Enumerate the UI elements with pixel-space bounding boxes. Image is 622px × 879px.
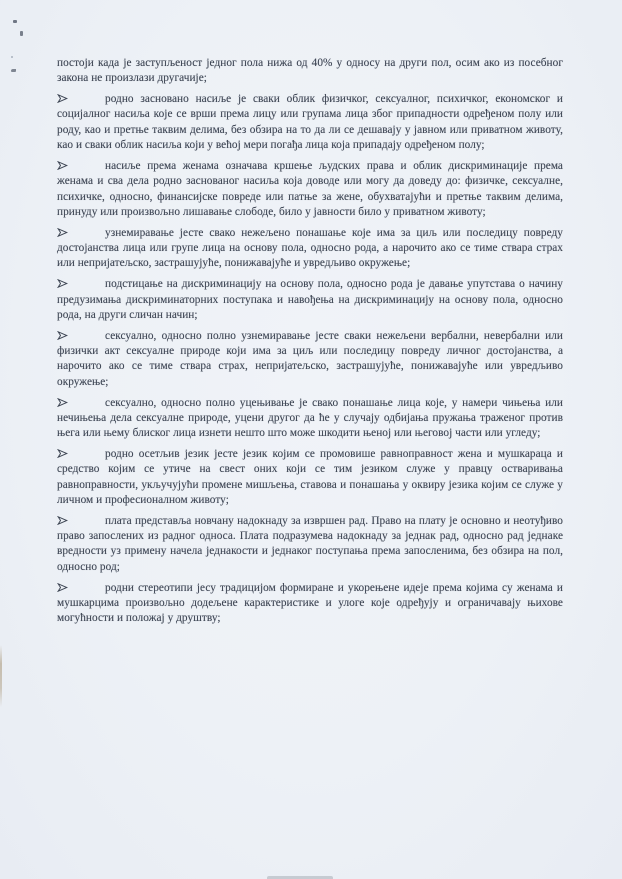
arrow-bullet-icon [57, 226, 105, 241]
paragraph-text: родно засновано насиље је сваки облик физичког, сексуалног, психичког, економског и социјалног насиља које се врши према лицу или групама лица због припадности одређеном полу или роду, као и претње таквим делима, без обзира на то да ли се дешавају у јавном или приватном животу, као и сваки облик насиља који у већој мери погађа лица која припадају одређеном полу; [57, 93, 563, 152]
scan-speckle [13, 20, 17, 23]
paragraph [57, 514, 563, 575]
paragraph-text: насиље према женама означава кршење људских права и облик дискриминације према женама и сва дела родно заснованог насиља која доводе или могу да доведу до: физичке, сексуалне, психичке, односно, финансијске повреде или патње за жене, обухватајући и претње таквим делима, принуду или произвољно лишавање слободе, било у јавности било у приватном животу; [57, 159, 563, 218]
paragraph [57, 329, 563, 390]
arrow-bullet-icon [57, 277, 105, 292]
paragraph-text: родно осетљив језик јесте језик којим се промовише равноправност жена и мушкараца и средство којим се утиче на свест оних који се тим језиком служе у правцу остваривања равноправности, укључујући промене мишљења, ставова и понашања у оквиру језика којим се служе у личном и професионалном животу; [57, 447, 563, 506]
page-edge-artifact [0, 645, 2, 707]
arrow-bullet-icon [57, 92, 105, 107]
arrow-bullet-icon [57, 396, 105, 411]
paragraph-text: плата представља новчану надокнаду за извршен рад. Право на плату је основно и неотуђиво право запослених из радног односа. Плата подразумева надокнаду за једнак рад, односно рад једнаке вредности уз примену начела једнакости и једнаког поступања према запосленима, без обзира на пол, односно род; [57, 514, 563, 573]
arrow-bullet-icon [57, 447, 105, 462]
arrow-bullet-icon [57, 581, 105, 596]
arrow-bullet-icon [57, 329, 105, 344]
paragraph-text: сексуално, односно полно узнемиравање јесте сваки нежељени вербални, невербални или физички акт сексуалне природе који има за циљ или последицу повреду личног достојанства, а нарочито ако се тиме ствара страх, непријатељско, застрашујуће, понижавајуће или увредљиво окружење; [57, 329, 563, 388]
scan-speckle [20, 31, 23, 36]
paragraph [57, 581, 563, 627]
paragraph-text: постоји када је заступљеност једног пола нижа од 40% у односу на други пол, осим ако из посебног закона не произлази другачије; [57, 57, 563, 85]
paragraph [57, 396, 563, 442]
paragraph-text: подстицање на дискриминацију на основу пола, односно рода је давање упутстава о начину предузимања дискриминаторних поступака и навођења на дискриминацију на основу пола, односно рода, на други сличан начин; [57, 278, 563, 321]
scan-speckle [11, 56, 13, 58]
arrow-bullet-icon [57, 514, 105, 529]
text-block [57, 56, 563, 632]
paragraph [57, 277, 563, 323]
paragraph [57, 92, 563, 153]
paragraph-text: узнемиравање јесте свако нежељено понашање које има за циљ или последицу повреду достојанства лица или групе лица на основу пола, односно рода, а нарочито ако се тиме ствара страх или непријатељско, застрашујуће, понижавајуће и увредљиво окружење; [57, 226, 563, 270]
paragraph [57, 226, 563, 272]
arrow-bullet-icon [57, 159, 105, 174]
paragraph-continuation [57, 56, 563, 87]
scan-speckle [11, 69, 16, 72]
paragraph [57, 159, 563, 220]
paragraph [57, 447, 563, 508]
paragraph-text: сексуално, односно полно уцењивање је свако понашање лица које, у намери чињења или нечињења дела сексуалне природе, уцени другог да ће у случају одбијања пружања траженог против њега или њему блиског лица изнети нешто што може шкодити њеној или његовој части или угледу; [57, 396, 563, 440]
paragraph-text: родни стереотипи јесу традицијом формиране и укорењене идеје према којима су женама и мушкарцима произвољно додељене карактеристике и улоге које одређују и ограничавају њихове могућности и положај у друштву; [57, 581, 563, 625]
